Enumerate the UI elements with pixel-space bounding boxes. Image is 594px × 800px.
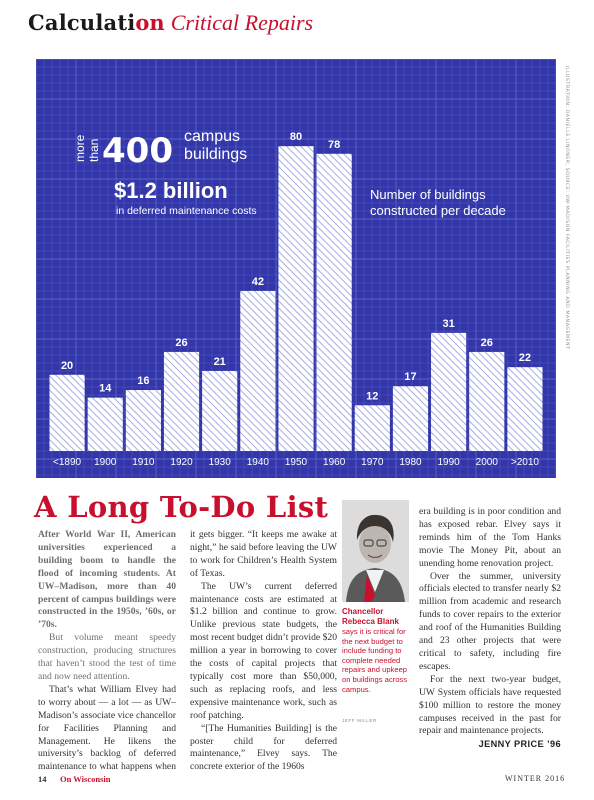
bar-value-label: 17: [404, 371, 417, 384]
paragraph: it gets bigger. “It keeps me awake at night,” he said before leaving the UW to work for Children’s Health System of Texas.: [190, 529, 337, 579]
section-header: [28, 10, 313, 40]
bar-1890: [50, 375, 85, 451]
section-topic: Critical Repairs: [170, 10, 314, 35]
issue-label: WINTER 2016: [505, 774, 566, 783]
x-tick-label: 1950: [284, 457, 308, 468]
bar-value-label: 16: [137, 375, 150, 388]
bar-value-label: 80: [289, 131, 303, 144]
x-tick-label: 1920: [170, 457, 193, 468]
section-label: Calculati: [28, 10, 136, 35]
bar-1960: [317, 154, 352, 451]
bar-1970: [355, 405, 390, 451]
x-tick-label: 1910: [132, 457, 155, 468]
bar-value-label: 26: [175, 336, 188, 349]
x-tick-label: 1900: [94, 457, 117, 468]
stat-number: 400: [102, 131, 173, 171]
chart-annotation: Number of buildings constructed per decade: [370, 187, 506, 218]
bar-value-label: 22: [518, 352, 532, 365]
section-label-accent: on: [135, 10, 165, 35]
photo-credit: JEFF MILLER: [342, 718, 377, 723]
illustration-credit: ILLUSTRATION: DANIELLE LINDNER; SOURCE: UW-MADISON FACILITIES PLANNING AND MANAGEMENT: [564, 66, 569, 350]
x-tick-label: 1930: [208, 457, 231, 468]
chart-svg: [36, 59, 556, 478]
portrait-image: [342, 500, 409, 602]
paragraph: “[The Humanities Building] is the poster child for deferred maintenance,” Elvey says. The concrete exterior of the 1960s: [190, 722, 337, 773]
bar-value-label: 42: [251, 275, 264, 288]
paragraph: Over the summer, university officials elected to transfer nearly $2 million from academic and research funds to cover repairs to the exterior and roof of the Humanities Building and 23 other projects that were critical to safety, including fire escapes.: [419, 570, 561, 672]
caption-name: Chancellor Rebecca Blank: [342, 607, 399, 626]
bar-1930: [202, 371, 237, 451]
bar-1940: [240, 291, 275, 451]
bar-value-label: 20: [60, 359, 74, 372]
bar-2010: [507, 367, 542, 451]
stat-prefix-line2: than: [87, 138, 101, 162]
bar-value-label: 31: [442, 317, 455, 330]
x-tick-label: 1980: [399, 457, 422, 468]
bar-chart: [36, 59, 556, 478]
paragraph: But volume meant speedy construction, producing structures that haven’t stood the test of time and now need attention.: [38, 632, 176, 682]
x-tick-label: 1940: [246, 457, 269, 468]
magazine-name: On Wisconsin: [60, 774, 111, 784]
x-tick-label: 1990: [437, 457, 460, 468]
paragraph: era building is in poor condition and has exposed rebar. Elvey says it reminds him of the Tom Hanks movie The Money Pit, about an unending home renovation project.: [419, 506, 561, 569]
chancellor-photo: [342, 500, 409, 602]
bar-value-label: 26: [480, 336, 493, 349]
x-tick-label: <1890: [53, 457, 82, 468]
caption-text: says it is critical for the next budget to include funding to complete needed repairs and upkeep on buildings across campus.: [342, 627, 408, 694]
x-tick-label: 2000: [475, 457, 498, 468]
bar-1900: [88, 398, 123, 451]
paragraph: For the next two-year budget, UW System officials have requested $100 million to restore the money campuses received in the past for repair and maintenance projects.: [419, 673, 561, 737]
bar-value-label: 12: [366, 390, 379, 403]
stat-amount: $1.2 billion: [114, 178, 228, 203]
page-number: 14: [38, 774, 47, 784]
paragraph: The UW’s current deferred maintenance costs are estimated at $1.2 billion and continue to grow. Unlike previous state budgets, the most recent budget didn’t provide $20 million a year in borrowing to cover the costs of capital projects that typically cost more than $50,000, such as replacing roofs, and less expensive maintenance work, such as roof patching.: [190, 580, 337, 721]
article-column-1: [38, 529, 176, 775]
byline: JENNY PRICE ’96: [478, 739, 561, 750]
x-tick-label: 1960: [323, 457, 346, 468]
paragraph: After World War II, American universities experienced a building boom to handle the flood of incoming students. At UW–Madison, more than 40 percent of campus buildings were constructed in the 1950s, ’60s, or ’70s.: [38, 529, 176, 631]
article-column-2: [190, 529, 337, 775]
article-headline: A Long To-Do List: [34, 490, 329, 524]
stat-prefix-line1: more: [73, 134, 87, 162]
paragraph: That’s what William Elvey had to worry about — a lot — as UW–Madison’s associate vice chancellor for Facilities Planning and Management. He likens the university’s backlog of deferred maintenance to what happens when: [38, 683, 176, 773]
bar-1980: [393, 386, 428, 451]
bar-1920: [164, 352, 199, 451]
bar-2000: [469, 352, 504, 451]
bar-1990: [431, 333, 466, 451]
x-tick-label: 1970: [361, 457, 384, 468]
bar-value-label: 21: [213, 355, 226, 368]
bar-value-label: 14: [99, 382, 112, 395]
article-column-3: [419, 506, 561, 776]
stat-suffix-line1: campus: [184, 128, 241, 145]
bar-value-label: 78: [328, 138, 341, 151]
bar-1910: [126, 390, 161, 451]
x-tick-label: >2010: [510, 457, 539, 468]
stat-amount-caption: in deferred maintenance costs: [116, 205, 257, 217]
bar-1950: [278, 146, 313, 451]
stat-suffix-line2: buildings: [184, 146, 248, 163]
